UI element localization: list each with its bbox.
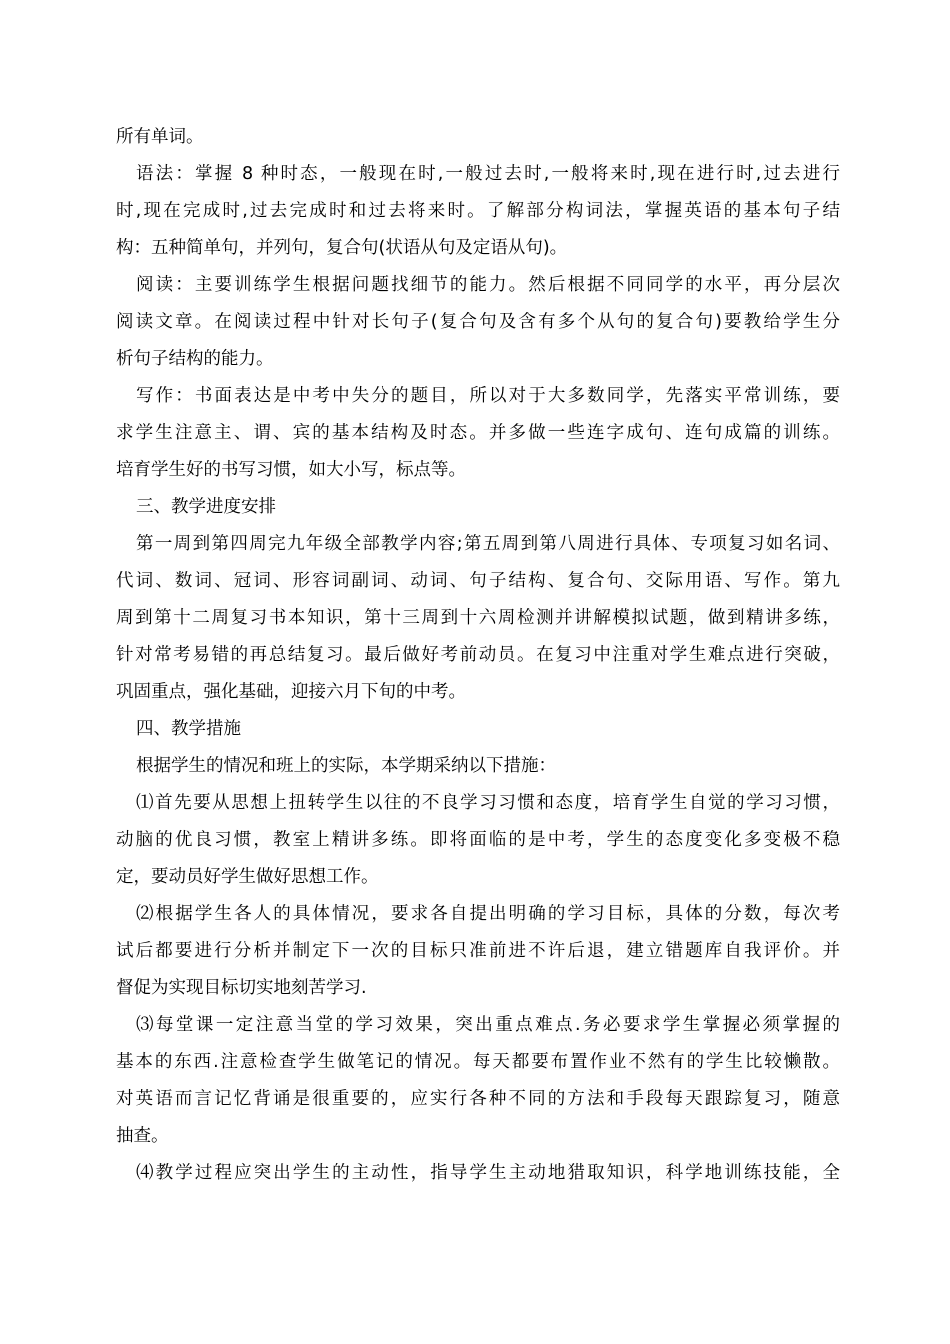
text-line: 针对常考易错的再总结复习。最后做好考前动员。在复习中注重对学生难点进行突破，	[116, 645, 840, 665]
text-line: 巩固重点，强化基础，迎接六月下旬的中考。	[116, 682, 466, 702]
text-line: 第一周到第四周完九年级全部教学内容;第五周到第八周进行具体、专项复习如名词、	[136, 534, 840, 554]
text-line: 析句子结构的能力。	[116, 349, 274, 369]
text-line: 周到第十二周复习书本知识，第十三周到十六周检测并讲解模拟试题，做到精讲多练，	[116, 608, 840, 628]
text-line: 代词、数词、冠词、形容词副词、动词、句子结构、复合句、交际用语、写作。第九	[116, 571, 840, 591]
text-line: 写作：书面表达是中考中失分的题目，所以对于大多数同学，先落实平常训练，要	[136, 386, 840, 406]
text-line: 阅读文章。在阅读过程中针对长句子(复合句及含有多个从句的复合句)要教给学生分	[116, 312, 840, 332]
document-body	[116, 119, 840, 1192]
text-line: 构：五种简单句，并列句，复合句(状语从句及定语从句)。	[116, 238, 568, 258]
text-line: 基本的东西.注意检查学生做笔记的情况。每天都要布置作业不然有的学生比较懒散。	[116, 1052, 840, 1072]
text-line: 语法：掌握 8 种时态，一般现在时,一般过去时,一般将来时,现在进行时,过去进行	[136, 164, 840, 184]
text-line: ⑷教学过程应突出学生的主动性，指导学生主动地猎取知识，科学地训练技能，全	[136, 1163, 840, 1183]
text-line: 时,现在完成时,过去完成时和过去将来时。了解部分构词法，掌握英语的基本句子结	[116, 201, 840, 221]
text-line: 阅读：主要训练学生根据问题找细节的能力。然后根据不同同学的水平，再分层次	[136, 275, 840, 295]
text-line: 动脑的优良习惯，教室上精讲多练。即将面临的是中考，学生的态度变化多变极不稳	[116, 830, 840, 850]
text-line: 督促为实现目标切实地刻苦学习.	[116, 978, 367, 998]
text-line: 所有单词。	[116, 127, 204, 147]
text-line: 对英语而言记忆背诵是很重要的，应实行各种不同的方法和手段每天跟踪复习，随意	[116, 1089, 840, 1109]
text-line: 根据学生的情况和班上的实际，本学期采纳以下措施：	[136, 756, 556, 776]
text-line: 定，要动员好学生做好思想工作。	[116, 867, 379, 887]
text-line: 试后都要进行分析并制定下一次的目标只准前进不许后退，建立错题库自我评价。并	[116, 941, 840, 961]
text-line: ⑴首先要从思想上扭转学生以往的不良学习习惯和态度，培育学生自觉的学习习惯，	[136, 793, 840, 813]
text-line: 培育学生好的书写习惯，如大小写，标点等。	[116, 460, 466, 480]
text-line: ⑵根据学生各人的具体情况，要求各自提出明确的学习目标，具体的分数，每次考	[136, 904, 840, 924]
section-heading: 三、教学进度安排	[136, 497, 276, 517]
text-line: 抽查。	[116, 1126, 169, 1146]
text-line: 求学生注意主、谓、宾的基本结构及时态。并多做一些连字成句、连句成篇的训练。	[116, 423, 840, 443]
text-line: ⑶每堂课一定注意当堂的学习效果，突出重点难点.务必要求学生掌握必须掌握的	[136, 1015, 840, 1035]
section-heading: 四、教学措施	[136, 719, 241, 739]
